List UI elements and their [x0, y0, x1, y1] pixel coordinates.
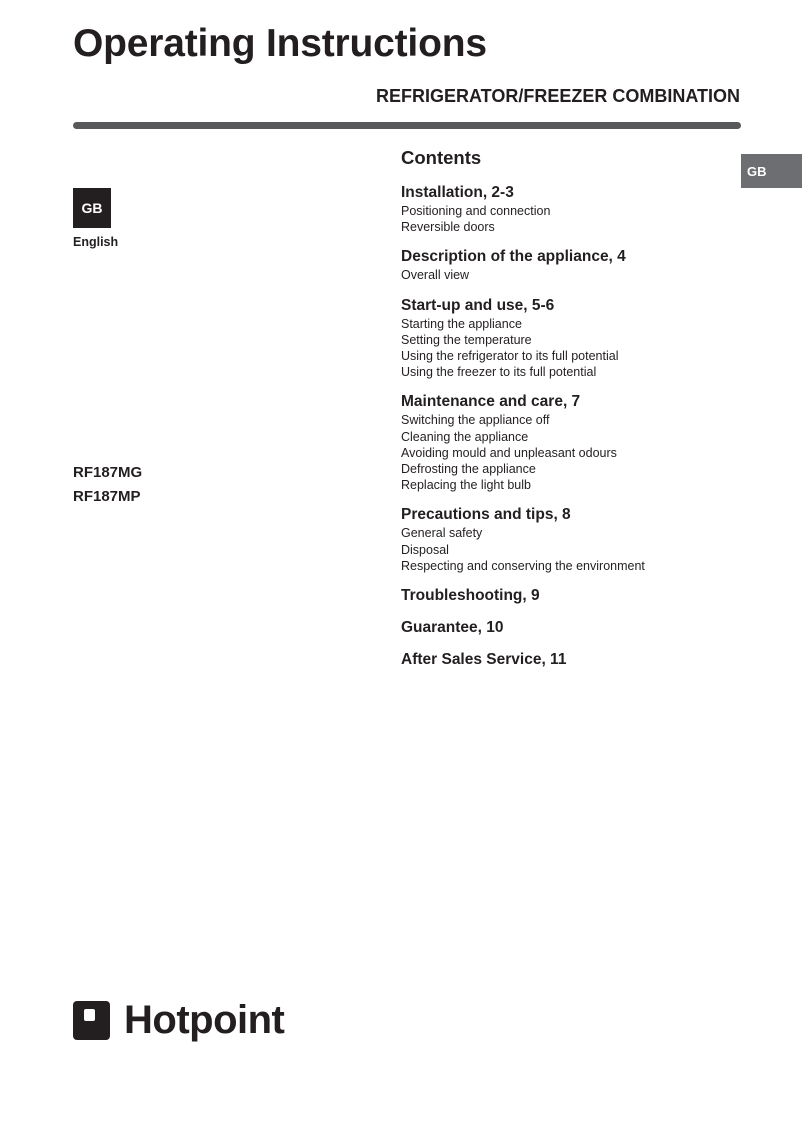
toc-section [401, 505, 731, 574]
toc-item: Using the refrigerator to its full potential [401, 349, 619, 364]
toc-item: Avoiding mould and unpleasant odours [401, 445, 617, 460]
toc-section-title: Precautions and tips, 8 [401, 506, 571, 524]
toc-item: Using the freezer to its full potential [401, 365, 597, 380]
model-list [73, 461, 142, 509]
toc-section-title: Description of the appliance, 4 [401, 248, 626, 266]
toc-item: Setting the temperature [401, 332, 532, 347]
toc-section [401, 296, 731, 381]
model-number: RF187MG [73, 464, 143, 481]
page-title: Operating Instructions [73, 22, 487, 65]
toc-item: Disposal [401, 542, 449, 557]
toc-item: Switching the appliance off [401, 413, 550, 428]
toc-section-title: Troubleshooting, 9 [401, 587, 540, 605]
toc-item: Starting the appliance [401, 316, 522, 331]
toc-section-title: After Sales Service, 11 [401, 651, 567, 669]
toc-section-title: Start-up and use, 5-6 [401, 296, 555, 314]
toc-item: Cleaning the appliance [401, 429, 529, 444]
contents-heading: Contents [401, 147, 482, 168]
toc-section-title: Installation, 2-3 [401, 184, 514, 201]
toc-item: Defrosting the appliance [401, 462, 536, 477]
toc-item: Replacing the light bulb [401, 478, 531, 493]
toc-item: Overall view [401, 268, 470, 283]
toc-section [401, 650, 731, 670]
hotpoint-logo-icon [73, 1001, 110, 1040]
toc-section [401, 247, 731, 283]
toc-item: Respecting and conserving the environment [401, 558, 645, 573]
side-tab-label: GB [747, 163, 767, 179]
toc-item: Reversible doors [401, 220, 495, 235]
page-subtitle: REFRIGERATOR/FREEZER COMBINATION [376, 86, 740, 106]
toc-section [401, 618, 731, 638]
language-label: English [73, 235, 119, 249]
toc-section [401, 392, 731, 493]
toc-section [401, 183, 731, 235]
language-badge-label: GB [81, 200, 103, 216]
toc-item: General safety [401, 526, 483, 541]
toc-section [401, 586, 731, 606]
toc-section-title: Guarantee, 10 [401, 619, 504, 637]
toc-section-title: Maintenance and care, 7 [401, 393, 581, 411]
toc-item: Positioning and connection [401, 204, 551, 218]
brand-name: Hotpoint [124, 998, 285, 1042]
header-divider [73, 122, 741, 129]
brand-logo [73, 998, 284, 1042]
model-number: RF187MP [73, 488, 141, 505]
language-side-tab [741, 154, 802, 188]
language-badge [73, 188, 111, 228]
table-of-contents [401, 147, 731, 682]
